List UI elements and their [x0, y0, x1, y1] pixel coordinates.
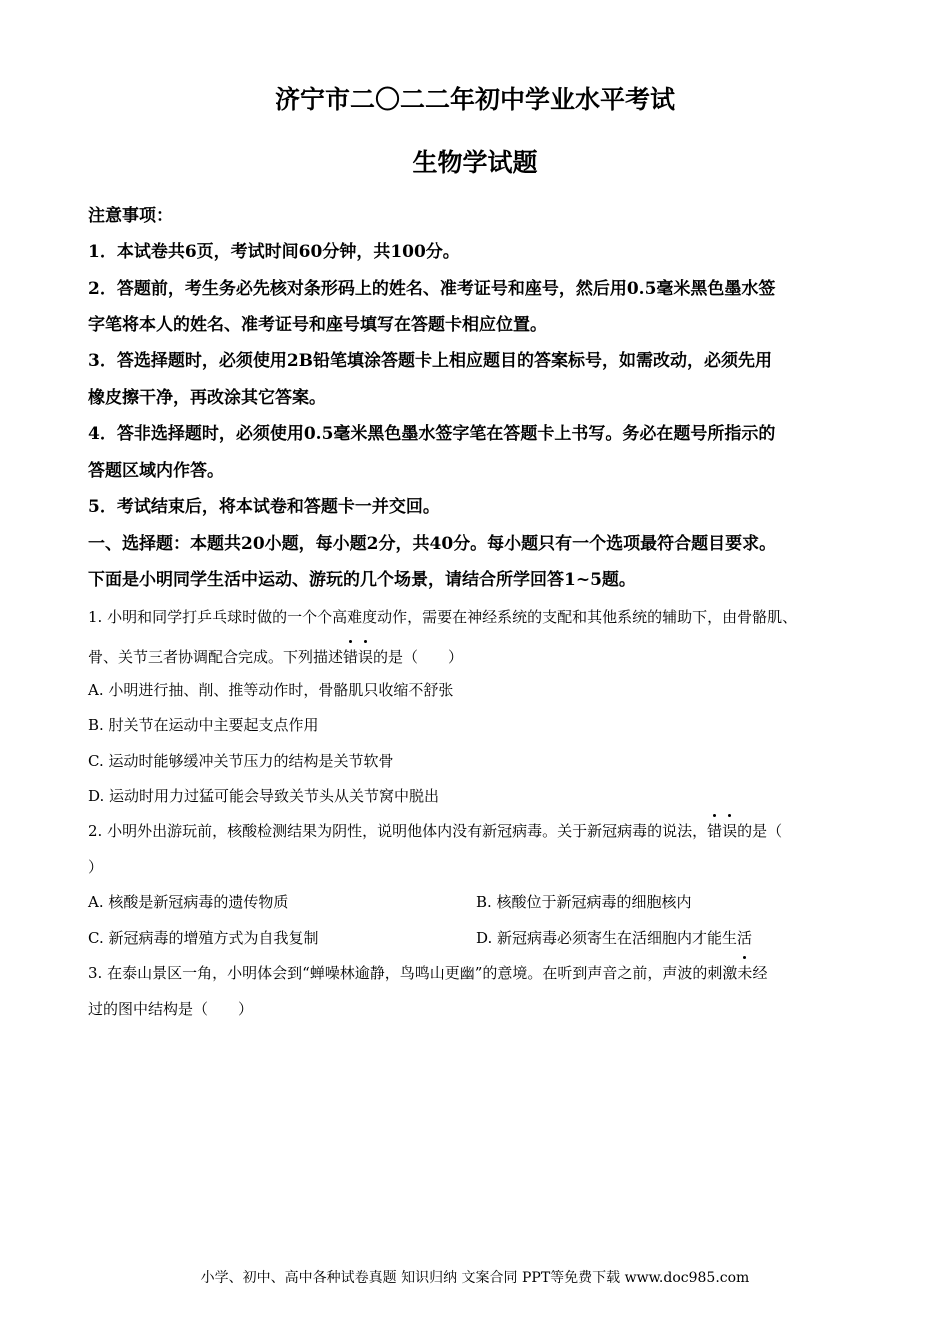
exam-subtitle: 生物学试题 — [412, 148, 538, 177]
emphasis-char: 错 — [343, 644, 358, 670]
notice-line: 答题区域内作答。 — [88, 461, 224, 481]
q3-stem-line2: 过的图中结构是（ ） — [88, 1000, 254, 1018]
notice-line: 2．答题前，考生务必先核对条形码上的姓名、准考证号和座号，然后用0.5毫米黑色墨水签 — [88, 279, 776, 299]
q1-option-a: A. 小明进行抽、削、推等动作时，骨骼肌只收缩不舒张 — [88, 681, 454, 699]
q2-option-b: B. 核酸位于新冠病毒的细胞核内 — [476, 893, 692, 911]
notice-line: 4．答非选择题时，必须使用0.5毫米黑色墨水签字笔在答题卡上书写。务必在题号所指示的 — [88, 424, 776, 444]
emphasis-char: 误 — [722, 818, 737, 844]
section-heading: 一、选择题：本题共20小题，每小题2分，共40分。每小题只有一个选项最符合题目要求。 — [88, 534, 777, 554]
emphasis-char: 未 — [737, 960, 752, 986]
q1-stem-line2: 骨、关节三者协调配合完成。下列描述错误的是（ ） — [88, 644, 463, 670]
page-footer: 小学、初中、高中各种试卷真题 知识归纳 文案合同 PPT等免费下载 www.doc985.com — [200, 1270, 750, 1286]
q1-option-d: D. 运动时用力过猛可能会导致关节头从关节窝中脱出 — [88, 787, 440, 805]
section-intro: 下面是小明同学生活中运动、游玩的几个场景，请结合所学回答1~5题。 — [88, 570, 636, 590]
notice-line: 橡皮擦干净，再改涂其它答案。 — [88, 388, 326, 408]
q2-stem-line2: ） — [88, 858, 104, 876]
emphasis-char: 错 — [707, 818, 722, 844]
q2-option-c: C. 新冠病毒的增殖方式为自我复制 — [88, 929, 319, 947]
q1-option-b: B. 肘关节在运动中主要起支点作用 — [88, 716, 319, 734]
q2-option-a: A. 核酸是新冠病毒的遗传物质 — [88, 893, 289, 911]
q1-option-c: C. 运动时能够缓冲关节压力的结构是关节软骨 — [88, 752, 394, 770]
emphasis-char: 误 — [358, 644, 373, 670]
q1-stem-line1: 1. 小明和同学打乒乓球时做的一个个高难度动作，需要在神经系统的支配和其他系统的辅助下，由骨骼肌、 — [88, 608, 798, 626]
exam-title: 济宁市二〇二二年初中学业水平考试 — [274, 85, 675, 114]
q2-option-d: D. 新冠病毒必须寄生在活细胞内才能生活 — [476, 929, 753, 947]
notice-heading: 注意事项： — [88, 206, 173, 226]
notice-line: 5．考试结束后，将本试卷和答题卡一并交回。 — [88, 497, 440, 517]
q2-stem-line1: 2. 小明外出游玩前，核酸检测结果为阴性，说明他体内没有新冠病毒。关于新冠病毒的说法，错误的是（ — [88, 818, 782, 844]
notice-line: 3．答选择题时，必须使用2B铅笔填涂答题卡上相应题目的答案标号，如需改动，必须先用 — [88, 351, 773, 371]
q3-stem-line1: 3. 在泰山景区一角，小明体会到“蝉噪林逾静，鸟鸣山更幽”的意境。在听到声音之前，声波的刺激未经 — [88, 960, 767, 986]
notice-line: 1．本试卷共6页，考试时间60分钟，共100分。 — [88, 242, 460, 262]
notice-line: 字笔将本人的姓名、准考证号和座号填写在答题卡相应位置。 — [88, 315, 547, 335]
